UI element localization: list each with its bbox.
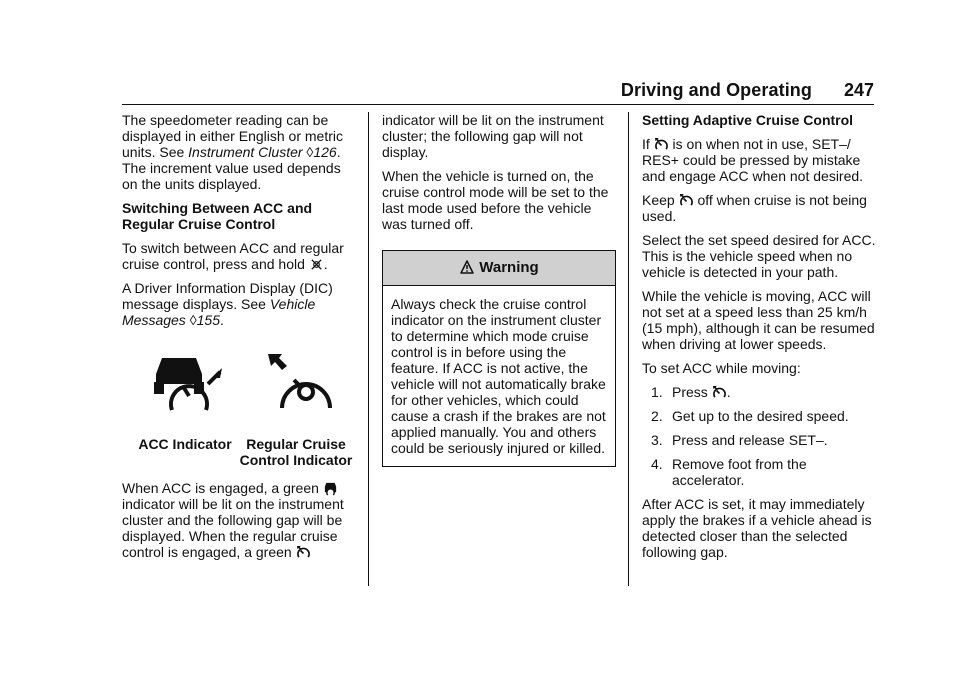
steps-list [642, 384, 878, 488]
page-ref[interactable]: 126 [313, 144, 337, 160]
paragraph: indicator will be lit on the instrument cluster; the following gap will not display. [382, 112, 604, 160]
paragraph: Select the set speed desired for ACC. This is the vehicle speed when no vehicle is detected in your path. [642, 232, 876, 280]
regular-cruise-indicator-icon [268, 352, 338, 412]
paragraph: After ACC is set, it may immediately apply the brakes if a vehicle ahead is detected closer than the selected following gap. [642, 496, 872, 560]
cruise-icon [679, 193, 694, 208]
warning-body: Always check the cruise control indicator on the instrument cluster to determine which mode cruise control is in before using the feature. If ACC is not active, the vehicle will not automatically brake for other vehicles, which could cause a crash if the brakes are not applied manually. You and others could be seriously injured or killed. [391, 296, 606, 456]
section-heading: Setting Adaptive Cruise Control [642, 112, 854, 128]
paragraph [122, 112, 358, 192]
text: If [642, 136, 654, 152]
text: . The increment value used depends on the units displayed. [122, 144, 341, 192]
list-item [642, 432, 878, 448]
caption-acc-indicator: ACC Indicator [138, 436, 232, 452]
text: Remove foot from the accelerator. [672, 456, 807, 488]
step-number: 4. [651, 456, 663, 472]
text: indicator will be lit on the instrument cluster and the following gap will be displayed. When the regular cruise control is engaged, a green [122, 496, 344, 560]
indicator-figures [122, 352, 358, 428]
xref-instrument-cluster[interactable]: Instrument Cluster [188, 144, 303, 160]
column-middle [382, 112, 618, 467]
paragraph [642, 192, 878, 224]
text: is on when not in use, SET–/ RES+ could be pressed by mistake and engage ACC when not desired. [642, 136, 864, 184]
acc-indicator-icon [150, 352, 234, 412]
text: Press [672, 384, 712, 400]
list-item [642, 384, 878, 400]
paragraph: When the vehicle is turned on, the cruise control mode will be set to the last mode used before the vehicle was turned off. [382, 168, 609, 232]
column-right [642, 112, 878, 560]
paragraph: While the vehicle is moving, ACC will not set at a speed less than 25 km/h (15 mph), although it can be resumed when driving at lower speeds. [642, 288, 875, 352]
text: A Driver Information Display (DIC) message displays. See [122, 280, 333, 312]
text: off when cruise is not being used. [642, 192, 867, 224]
step-number: 1. [651, 384, 663, 400]
text: To switch between ACC and regular cruise control, press and hold [122, 240, 344, 272]
page-header [122, 80, 874, 104]
cruise-icon [654, 137, 669, 152]
text: Keep [642, 192, 679, 208]
figure-captions [122, 436, 358, 472]
caption-regular-cruise-indicator: Regular Cruise Control Indicator [239, 436, 353, 468]
text: . [219, 312, 224, 328]
warning-icon [459, 259, 475, 275]
cruise-switch-icon [309, 257, 324, 272]
paragraph [122, 240, 358, 272]
header-rule [122, 104, 874, 105]
text: Get up to the desired speed. [672, 408, 849, 424]
page-ref[interactable]: 155 [196, 312, 220, 328]
section-heading: Switching Between ACC and Regular Cruise Control [122, 200, 313, 232]
paragraph [642, 136, 878, 184]
section-title: Driving and Operating [620, 80, 812, 100]
column-divider [628, 112, 629, 586]
step-number: 2. [651, 408, 663, 424]
column-left [122, 112, 358, 560]
text: . [726, 384, 731, 400]
text: Press and release SET–. [672, 432, 828, 448]
xref-vehicle-messages[interactable]: Vehicle Messages [122, 296, 316, 328]
list-item [642, 456, 878, 488]
cruise-icon [296, 545, 311, 560]
column-divider [368, 112, 369, 586]
page-ref-arrow-icon: ◊ [189, 312, 197, 328]
warning-title: Warning [479, 259, 539, 276]
step-number: 3. [651, 432, 663, 448]
cruise-icon [712, 385, 727, 400]
text: When ACC is engaged, a green [122, 480, 323, 496]
acc-icon [323, 481, 338, 496]
text: . [323, 256, 328, 272]
warning-header [383, 251, 615, 286]
paragraph [122, 480, 358, 560]
list-item [642, 408, 878, 424]
page-number: 247 [843, 80, 874, 100]
paragraph [122, 280, 358, 328]
text: The speedometer reading can be displayed in either English or metric units. See [122, 112, 343, 160]
warning-box [382, 250, 616, 467]
paragraph: To set ACC while moving: [642, 360, 801, 376]
page-ref-arrow-icon: ◊ [306, 144, 314, 160]
